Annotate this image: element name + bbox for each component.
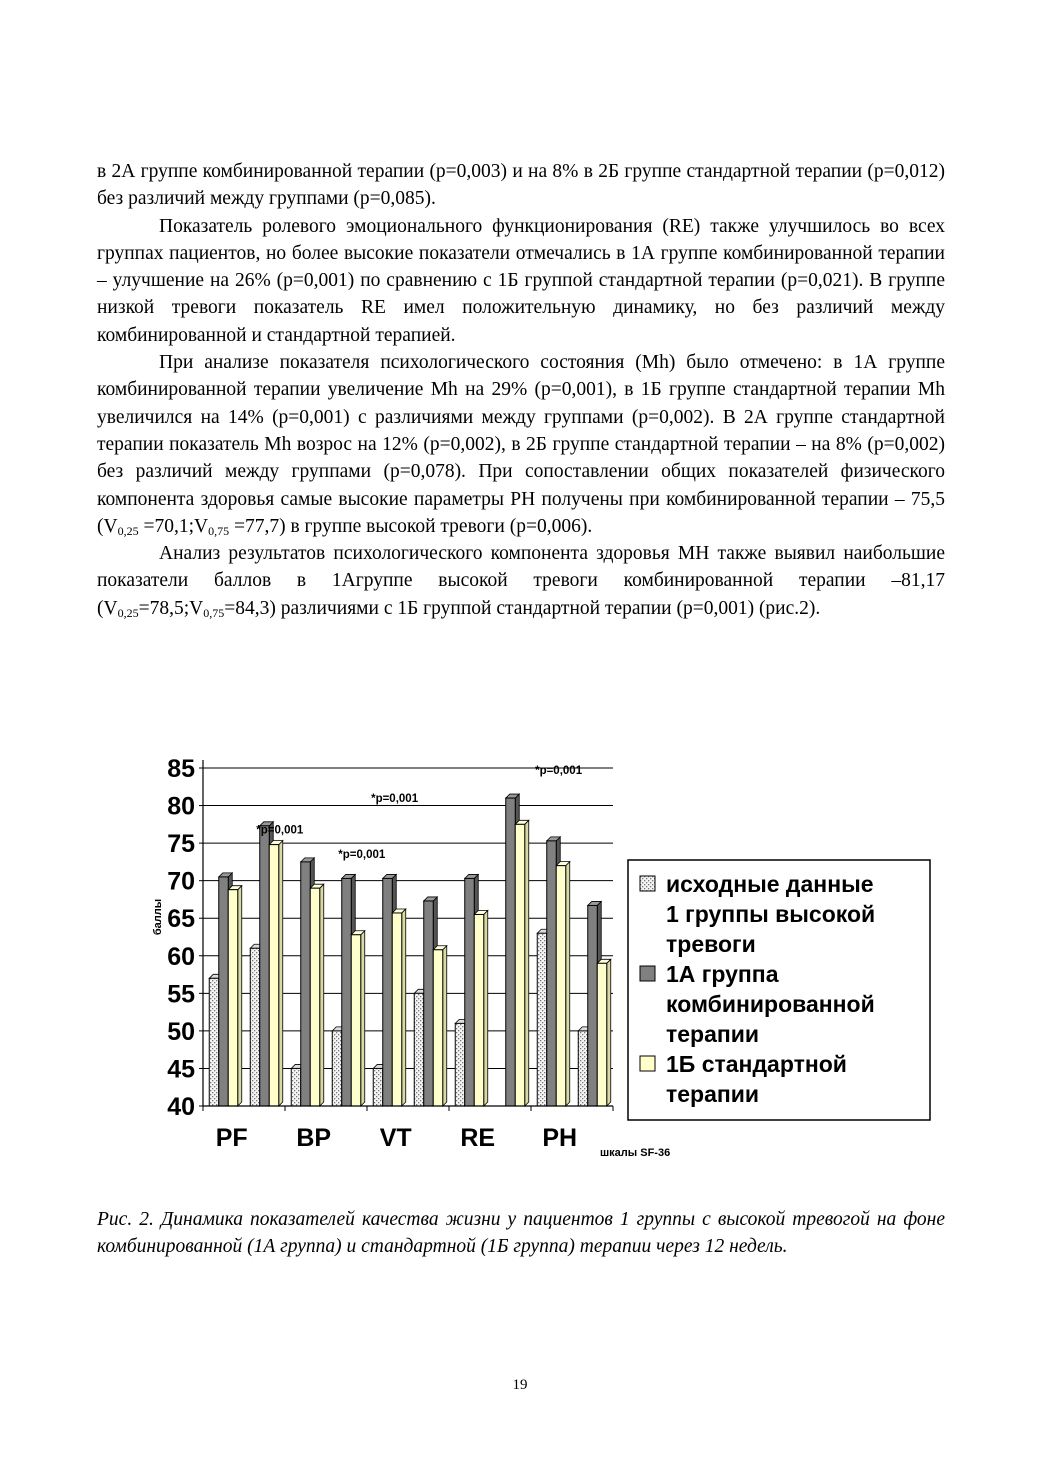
bar-side — [361, 931, 365, 1106]
y-tick-label: 45 — [167, 1055, 195, 1084]
legend-label: тревоги — [666, 931, 756, 957]
significance-annotation: *p=0,001 — [338, 849, 386, 862]
bar — [588, 905, 598, 1106]
bar — [424, 901, 434, 1106]
legend-label: 1А группа — [666, 961, 779, 987]
paragraph-3-text: При анализе показателя психологического состояния (Mh) было отмечено: в 1А группе комбинированной терапии увеличение Mh на 29% (р=0,001), в 1Б группе стандартной терапии Mh увеличился на 14% (р=0,001) с различиями между группами (р=0,002). В 2А группе стандартной терапии показатель Mh возрос на 12% (р=0,002), в 2Б группе стандартной терапии – на 8% (р=0,002) без различий между группами (р=0,078). При сопоставлении общих показателей физического компонента здоровья самые высокие параметры PH получены при комбинированной терапии – 75,5 (V — [97, 352, 945, 537]
y-axis-label: баллы — [152, 898, 164, 936]
bar-side — [607, 959, 611, 1106]
paragraph-4-text: Анализ результатов психологического компонента здоровья MH также выявил наибольшие показатели баллов в 1Агруппе высокой тревоги комбинированной терапии –81,17 (V — [97, 543, 945, 619]
legend-swatch — [640, 876, 655, 891]
y-tick-label: 65 — [167, 905, 195, 934]
y-tick-label: 80 — [167, 792, 195, 821]
bar — [465, 878, 475, 1106]
subscript-quartile-25: 0,25 — [117, 523, 139, 538]
bar-side — [238, 886, 242, 1106]
bar — [342, 878, 352, 1106]
chart-legend — [628, 860, 930, 1120]
bar-side — [484, 910, 488, 1106]
bar — [392, 913, 402, 1106]
x-tick-label: BP — [296, 1124, 332, 1152]
x-axis-label: шкалы SF-36 — [600, 1147, 671, 1159]
significance-annotation: *p=0,001 — [371, 792, 419, 805]
subscript-quartile-75: 0,75 — [208, 523, 230, 538]
legend-label: 1 группы высокой — [666, 901, 876, 927]
x-tick-label: PF — [215, 1124, 248, 1152]
bar — [373, 1068, 383, 1106]
bar — [269, 845, 279, 1106]
bar — [506, 798, 516, 1106]
paragraph-3 — [97, 349, 945, 540]
subscript-quartile-25: 0,25 — [117, 605, 139, 620]
bar-side — [402, 909, 406, 1106]
bar-chart — [130, 750, 950, 1170]
y-tick-label: 40 — [167, 1093, 195, 1121]
bar — [537, 933, 547, 1106]
bar — [260, 826, 270, 1106]
bar-side — [443, 946, 447, 1106]
x-tick-label: PH — [542, 1124, 578, 1152]
y-tick-label: 85 — [167, 755, 195, 783]
bar — [597, 963, 607, 1106]
paragraph-4-mid: =78,5;V — [138, 597, 204, 619]
significance-annotation: *p=0,001 — [256, 824, 304, 837]
x-tick-label: VT — [379, 1124, 412, 1152]
legend-label: терапии — [666, 1081, 760, 1107]
bar — [433, 950, 443, 1106]
y-tick-label: 70 — [167, 867, 195, 896]
bar — [455, 1023, 465, 1106]
legend-label: комбинированной — [666, 991, 875, 1017]
bar — [310, 888, 320, 1106]
y-tick-label: 60 — [167, 942, 195, 971]
bar — [209, 978, 219, 1106]
bar — [547, 841, 557, 1106]
bar — [351, 935, 361, 1106]
bar — [515, 824, 525, 1106]
paragraph-2: Показатель ролевого эмоционального функционирования (RE) также улучшилось во всех группах пациентов, но более высокие показатели отмечались в 1А группе комбинированной терапии – улучшение на 26% (р=0,001) по сравнению с 1Б группой стандартной терапии (р=0,021). В группе низкой тревоги показатель RE имел положительную динамику, но без различий между комбинированной и стандартной терапией. — [97, 215, 945, 346]
bar — [474, 914, 484, 1106]
paragraph-4-end: =84,3) различиями с 1Б группой стандартной терапии (р=0,001) (рис.2). — [224, 597, 821, 619]
bar — [556, 866, 566, 1106]
chart-bars — [209, 794, 611, 1106]
bar — [578, 1031, 588, 1106]
paragraph-3-mid: =70,1;V — [138, 515, 209, 537]
bar-side — [566, 862, 570, 1106]
bar — [228, 890, 238, 1106]
legend-label: исходные данные — [666, 871, 874, 897]
paragraph-1: в 2А группе комбинированной терапии (р=0,003) и на 8% в 2Б группе стандартной терапии (р=0,012) без различий между группами (р=0,085). — [97, 161, 945, 210]
bar-side — [279, 841, 283, 1106]
legend-label: 1Б стандартной — [666, 1051, 847, 1077]
bar — [301, 862, 311, 1106]
paragraph-3-end: =77,7) в группе высокой тревоги (р=0,006). — [229, 515, 593, 537]
legend-swatch — [640, 1056, 655, 1071]
paragraph-4 — [97, 540, 945, 622]
bar-side — [525, 820, 529, 1106]
bar — [250, 948, 260, 1106]
legend-label: терапии — [666, 1021, 760, 1047]
y-tick-label: 75 — [167, 830, 195, 859]
bar — [383, 878, 393, 1106]
bar — [219, 877, 229, 1106]
figure-caption: Рис. 2. Динамика показателей качества жизни у пациентов 1 группы с высокой тревогой на фоне комбинированной (1А группа) и стандартной (1Б группа) терапии через 12 недель. — [97, 1209, 945, 1258]
y-tick-label: 55 — [167, 980, 195, 1009]
bar — [332, 1031, 342, 1106]
bar-side — [320, 884, 324, 1106]
significance-annotation: *p=0,001 — [535, 765, 583, 778]
subscript-quartile-75: 0,75 — [203, 605, 225, 620]
x-tick-label: RE — [460, 1124, 496, 1152]
bar — [414, 993, 424, 1106]
legend-swatch — [640, 966, 655, 981]
y-tick-label: 50 — [167, 1017, 195, 1046]
bar — [291, 1068, 301, 1106]
body-text — [97, 158, 945, 622]
page-number: 19 — [512, 1377, 528, 1393]
